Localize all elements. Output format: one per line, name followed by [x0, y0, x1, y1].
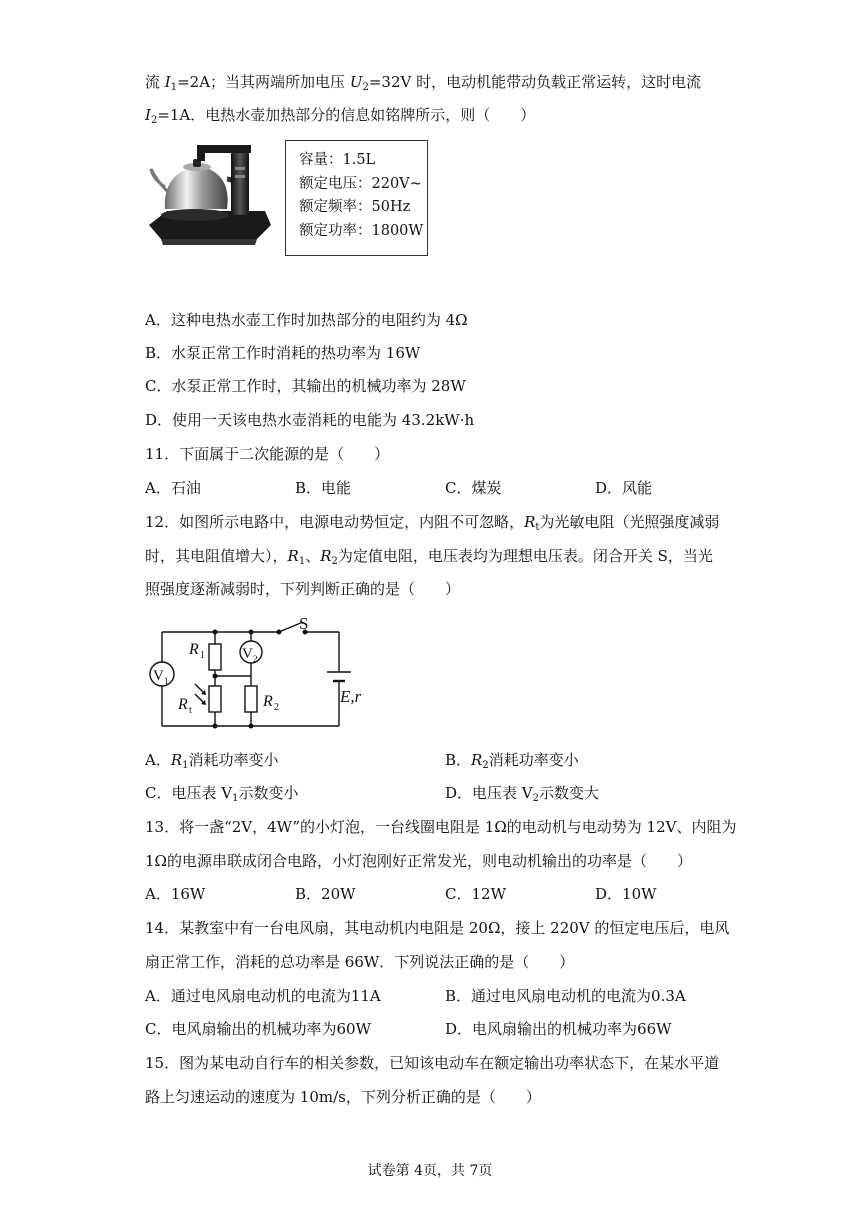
switch-label: S	[299, 614, 309, 633]
nameplate-frequency: 额定频率：50Hz	[299, 199, 411, 215]
q13-option-d: D．10W	[595, 885, 657, 903]
r2-sub: 2	[274, 702, 279, 713]
q10-option-a: A．这种电热水壶工作时加热部分的电阻约为 4Ω	[145, 311, 468, 329]
q14-stem-line-2: 扇正常工作，消耗的总功率是 66W．下列说法正确的是（ ）	[145, 953, 575, 971]
q10-stem-line-2: $I_2=1A$．电热水壶加热部分的信息如铭牌所示，则（ ）	[145, 106, 536, 126]
q11-stem: 11．下面属于二次能源的是（ ）	[145, 445, 390, 463]
emf-label: E,r	[340, 687, 362, 706]
q14-stem-line-1: 14．某教室中有一台电风扇，其电动机内电阻是 20Ω，接上 220V 的恒定电压后，电风	[145, 919, 730, 937]
q15-stem-line-1: 15．图为某电动自行车的相关参数，已知该电动车在额定输出功率状态下，在某水平道	[145, 1054, 720, 1072]
q14-option-d: D．电风扇输出的机械功率为66W	[445, 1020, 672, 1038]
q10-option-b: B．水泵正常工作时消耗的热功率为 16W	[145, 344, 421, 362]
q12-stem-line-2: 时，其电阻值增大），$R_1$、$R_2$为定值电阻，电压表均为理想电压表。闭合开关 S，当光	[145, 547, 713, 567]
q12-circuit-diagram	[145, 610, 385, 735]
q13-stem-line-2: 1Ω的电源串联成闭合电路，小灯泡刚好正常发光，则电动机输出的功率是（ ）	[145, 852, 692, 870]
r1-sub: 1	[200, 650, 205, 661]
v2-sub: 2	[253, 654, 258, 664]
rt-sub: t	[189, 705, 192, 716]
v1-label: V	[153, 668, 164, 684]
q12-option-b: B．$R_2$消耗功率变小	[445, 751, 579, 771]
q11-option-a: A．石油	[145, 479, 201, 497]
rt-label: R	[178, 696, 188, 713]
q13-stem-line-1: 13．将一盏“2V，4W”的小灯泡，一台线圈电阻是 1Ω的电动机与电动势为 12V、内阻为	[145, 818, 737, 836]
q11-option-b: B．电能	[295, 479, 352, 497]
q12-option-a: A．$R_1$消耗功率变小	[145, 751, 279, 771]
q14-option-a: A．通过电风扇电动机的电流为11A	[145, 987, 381, 1005]
q10-option-c: C．水泵正常工作时，其输出的机械功率为 28W	[145, 377, 466, 395]
kettle-nameplate	[285, 140, 428, 256]
nameplate-capacity: 容量：1.5L	[299, 152, 376, 168]
q11-option-d: D．风能	[595, 479, 653, 497]
nameplate-power: 额定功率：1800W	[299, 222, 424, 239]
r1-label: R	[189, 641, 199, 658]
r2-label: R	[263, 693, 273, 710]
q14-option-b: B．通过电风扇电动机的电流为0.3A	[445, 987, 686, 1005]
q13-option-c: C．12W	[445, 885, 506, 903]
kettle-photo	[147, 139, 273, 247]
page-footer: 试卷第 4页，共 7页	[367, 1163, 493, 1179]
q12-option-d: D．电压表 $V_2$示数变大	[445, 784, 600, 804]
nameplate-voltage: 额定电压：220V~	[299, 175, 422, 192]
q15-stem-line-2: 路上匀速运动的速度为 10m/s，下列分析正确的是（ ）	[145, 1088, 541, 1106]
q10-stem-line-1: 流 $I_1=2A$；当其两端所加电压 $U_2=32V$ 时，电动机能带动负载正常运转，这时电流	[145, 73, 702, 93]
q14-option-c: C．电风扇输出的机械功率为60W	[145, 1020, 371, 1038]
q12-stem-line-1: 12．如图所示电路中，电源电动势恒定，内阻不可忽略，$R_t$为光敏电阻（光照强度减弱	[145, 513, 720, 533]
q13-option-a: A．16W	[145, 885, 206, 903]
q13-option-b: B．20W	[295, 885, 356, 903]
v1-sub: 1	[164, 676, 169, 686]
v2-label: V	[242, 646, 253, 662]
q10-option-d: D．使用一天该电热水壶消耗的电能为 43.2kW·h	[145, 411, 475, 429]
q12-option-c: C．电压表 $V_1$示数变小	[145, 784, 299, 804]
q11-option-c: C．煤炭	[445, 479, 502, 497]
q12-stem-line-3: 照强度逐渐减弱时，下列判断正确的是（ ）	[145, 580, 461, 598]
